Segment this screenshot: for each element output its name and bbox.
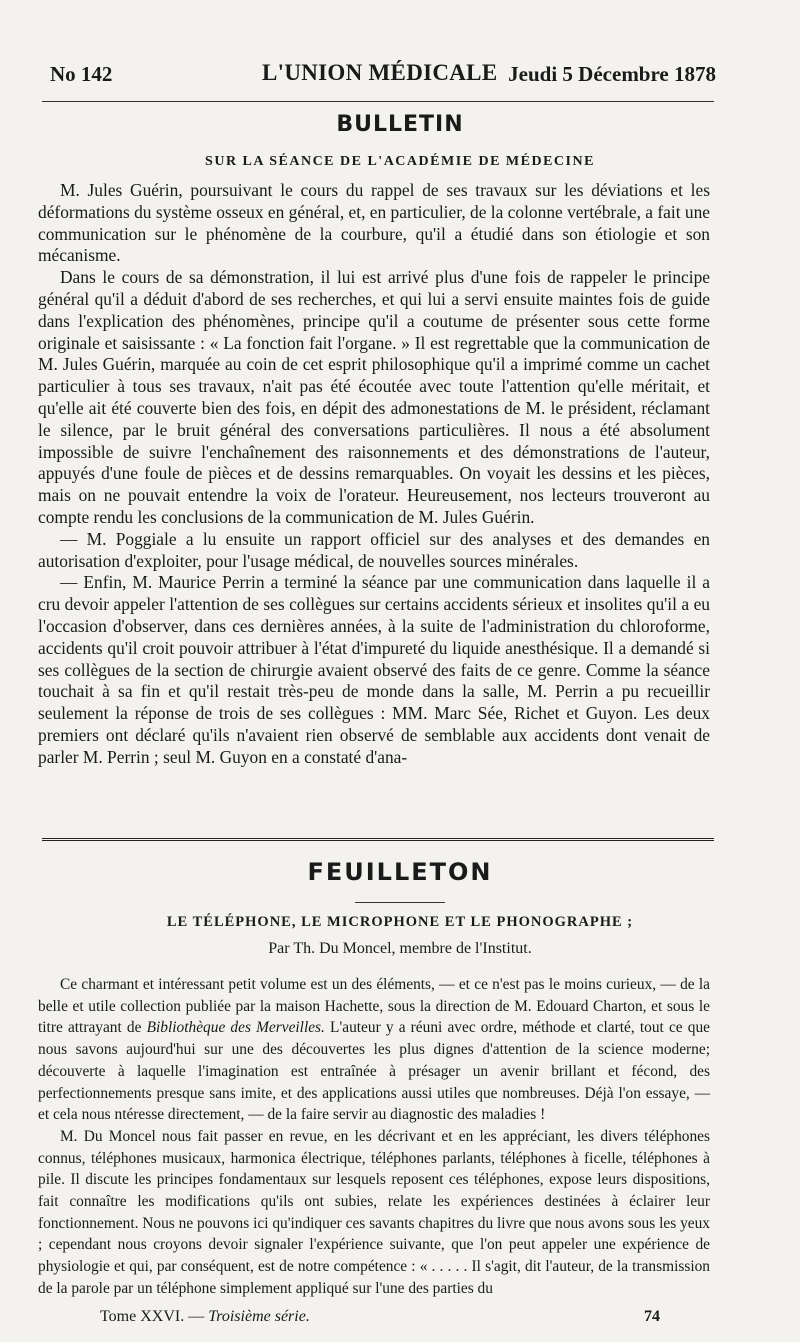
journal-title: L'UNION MÉDICALE	[262, 60, 498, 85]
issue-date: Jeudi 5 Décembre 1878	[508, 62, 716, 86]
feuilleton-author: Par Th. Du Moncel, membre de l'Institut.	[268, 940, 532, 957]
issue-number: No 142	[50, 62, 113, 86]
feuilleton-body	[38, 974, 710, 1300]
feuilleton-title: FEUILLETON	[307, 858, 493, 886]
page-number: 74	[644, 1308, 660, 1325]
page-footer	[100, 1308, 660, 1330]
bulletin-body	[38, 180, 710, 769]
feuilleton-paragraph: M. Du Moncel nous fait passer en revue, en les décrivant et en les appréciant, les divers téléphones connus, téléphones musicaux, harmonica électrique, téléphones parlants, téléphones à ficelle, téléphones à pile. Il discute les principes fondamentaux sur lesquels reposent ces téléphones, expose leurs dispositions, fait connaître les modifications qu'ils ont subies, relate les expériences destinées à éclairer leur fonctionnement. Nous ne pouvons ici qu'indiquer ces savants chapitres du livre que nous avons sous les yeux ; cependant nous croyons devoir signaler l'expérience suivante, que l'on peut appeler une expérience de physiologie et qui, par conséquent, est de notre compétence : « . . . . . Il s'agit, dit l'auteur, de la transmission de la parole par un téléphone simplement appliqué sur l'une des parties du	[38, 1127, 710, 1297]
bulletin-title: BULLETIN	[336, 112, 464, 137]
header-rule	[42, 101, 714, 102]
bulletin-subtitle: SUR LA SÉANCE DE L'ACADÉMIE DE MÉDECINE	[205, 154, 595, 169]
serie-label: Troisième série.	[208, 1308, 310, 1325]
feuilleton-subtitle: LE TÉLÉPHONE, LE MICROPHONE ET LE PHONOGRAPHE ;	[166, 914, 634, 930]
bulletin-paragraph: Dans le cours de sa démonstration, il lui est arrivé plus d'une fois de rappeler le principe général qu'il a déduit d'abord de ses recherches, et qui lui a servi ensuite maintes fois de guide dans l'explication des phénomènes, principe qu'il a coutume de présenter sous cette forme originale et saisissante : « La fonction fait l'organe. » Il est regrettable que la communication de M. Jules Guérin, marquée au coin de cet esprit philosophique qu'il a imprimé comme un cachet particulier à tous ses travaux, n'ait pas été écoutée avec toute l'attention qu'elle méritait, et qu'elle ait été couverte bien des fois, en dépit des admonestations de M. le président, réclamant le silence, par le bruit général des conversations particulières. Il nous a été absolument impossible de suivre l'enchaînement des raisonnements et des démonstrations de l'auteur, appuyés d'une foule de pièces et de dessins remarquables. On voyait les dessins et les pièces, mais on ne pouvait entendre la voix de l'orateur. Heureusement, nos lecteurs trouveront au compte rendu les conclusions de la communication de M. Jules Guérin.	[38, 267, 710, 527]
bulletin-paragraph: — M. Poggiale a lu ensuite un rapport officiel sur des analyses et des demandes en autorisation d'exploiter, pour l'usage médical, de nouvelles sources minérales.	[38, 528, 710, 571]
book-series-title: Bibliothèque des Merveilles.	[146, 1019, 325, 1037]
feuilleton-paragraph	[38, 974, 710, 1126]
tome-number: Tome XXVI. —	[100, 1308, 209, 1325]
text-run: L'auteur y a réuni avec ordre, méthode et clarté, tout ce que nous savons aujourd'hui sur une des découvertes les plus dignes d'attention de la science moderne; découverte à laquelle l'imagination est entraînée à présager un avenir brillant et fécond, des perfectionnements presque sans imite, et des applications aussi utiles que nombreuses. Déjà l'on essaye, — et cela nous ntéresse directement, — de la faire servir au diagnostic des maladies !	[38, 1019, 711, 1124]
title-underline	[355, 902, 445, 903]
bulletin-paragraph: — Enfin, M. Maurice Perrin a terminé la séance par une communication dans laquelle il a cru devoir appeler l'attention de ses collègues sur certains accidents sérieux et insolites qu'il a eu l'occasion d'observer, dans ces dernières années, à la suite de l'administration du chloroforme, accidents qu'il croit pouvoir attribuer à l'état d'impureté du liquide anesthésique. Il a demandé si ses collègues de la section de chirurgie avaient observé des faits de ce genre. Comme la séance touchait à sa fin et qu'il restait très-peu de monde dans la salle, M. Perrin a pu recueillir seulement la réponse de trois de ses collègues : MM. Marc Sée, Richet et Guyon. Les deux premiers ont déclaré qu'ils n'avaient rien observé de semblable aux accidents dont venait de parler M. Perrin ; seul M. Guyon en a constaté d'ana-	[38, 572, 710, 767]
bulletin-paragraph: M. Jules Guérin, poursuivant le cours du rappel de ses travaux sur les déviations et les déformations du système osseux en général, et, en particulier, de la colonne vertébrale, a fait une communication sur le phénomène de la courbure, qu'il a étudié dans son étiologie et son mécanisme.	[38, 180, 710, 266]
section-separator	[42, 838, 714, 841]
text-run: Ce charmant et intéressant petit volume est un des éléments, — et ce n'est pas le moins curieux, — de la belle et utile collection publiée par la maison Hachette, sous la direction de M. Edouard Charton, et sous le titre attrayant de	[38, 976, 710, 1037]
page-header	[50, 60, 716, 92]
tome-label	[100, 1308, 310, 1326]
